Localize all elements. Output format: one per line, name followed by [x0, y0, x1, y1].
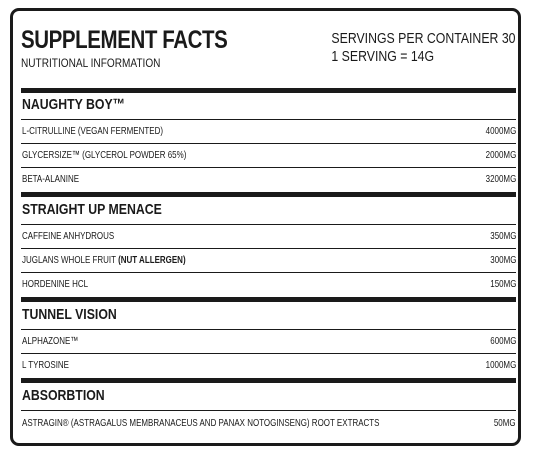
row-divider: [21, 248, 516, 249]
allergen-note: (NUT ALLERGEN): [118, 254, 186, 266]
section-divider: [21, 88, 516, 93]
row-divider: [21, 329, 516, 330]
section-divider: [21, 378, 516, 383]
ingredient-name: JUGLANS WHOLE FRUIT (NUT ALLERGEN): [22, 254, 186, 266]
section-divider: [21, 297, 516, 302]
row-divider: [21, 353, 516, 354]
ingredient-name: HORDENINE HCL: [22, 278, 89, 290]
section-title-naughty-boy: NAUGHTY BOY™: [22, 96, 125, 113]
ingredient-name: L TYROSINE: [22, 359, 70, 371]
row-divider: [21, 224, 516, 225]
ingredient-amount: 3200MG: [485, 173, 516, 185]
ingredient-amount: 4000MG: [485, 125, 516, 137]
ingredient-amount: 1000MG: [485, 359, 516, 371]
row-divider: [21, 119, 516, 120]
row-divider: [21, 143, 516, 144]
ingredient-name: ASTRAGIN® (ASTRAGALUS MEMBRANACEUS AND PANAX NOTOGINSENG) ROOT EXTRACTS: [22, 417, 380, 429]
ingredient-amount: 350MG: [489, 230, 516, 242]
ingredient-amount: 2000MG: [485, 149, 516, 161]
panel-subtitle: NUTRITIONAL INFORMATION: [21, 56, 161, 70]
ingredient-name: GLYCERSIZE™ (GLYCEROL POWDER 65%): [22, 149, 187, 161]
row-divider: [21, 410, 516, 411]
ingredient-name: BETA-ALANINE: [22, 173, 80, 185]
section-title-tunnel-vision: TUNNEL VISION: [22, 306, 117, 323]
panel-title: SUPPLEMENT FACTS: [21, 26, 228, 54]
row-divider: [21, 167, 516, 168]
section-title-absorbtion: ABSORBTION: [22, 387, 105, 404]
ingredient-amount: 150MG: [489, 278, 516, 290]
panel-header: [21, 26, 516, 78]
servings-info: [332, 30, 516, 66]
ingredient-name: L-CITRULLINE (VEGAN FERMENTED): [22, 125, 164, 137]
serving-size: 1 SERVING = 14G: [331, 48, 435, 65]
ingredient-amount: 600MG: [489, 335, 516, 347]
ingredient-amount: 50MG: [494, 417, 516, 429]
row-divider: [21, 272, 516, 273]
section-title-straight-up-menace: STRAIGHT UP MENACE: [22, 201, 162, 218]
ingredient-name: ALPHAZONE™: [22, 335, 79, 347]
ingredient-amount: 300MG: [489, 254, 516, 266]
section-divider: [21, 192, 516, 197]
ingredient-name: CAFFEINE ANHYDROUS: [22, 230, 115, 242]
servings-per-container: SERVINGS PER CONTAINER 30: [331, 30, 516, 47]
